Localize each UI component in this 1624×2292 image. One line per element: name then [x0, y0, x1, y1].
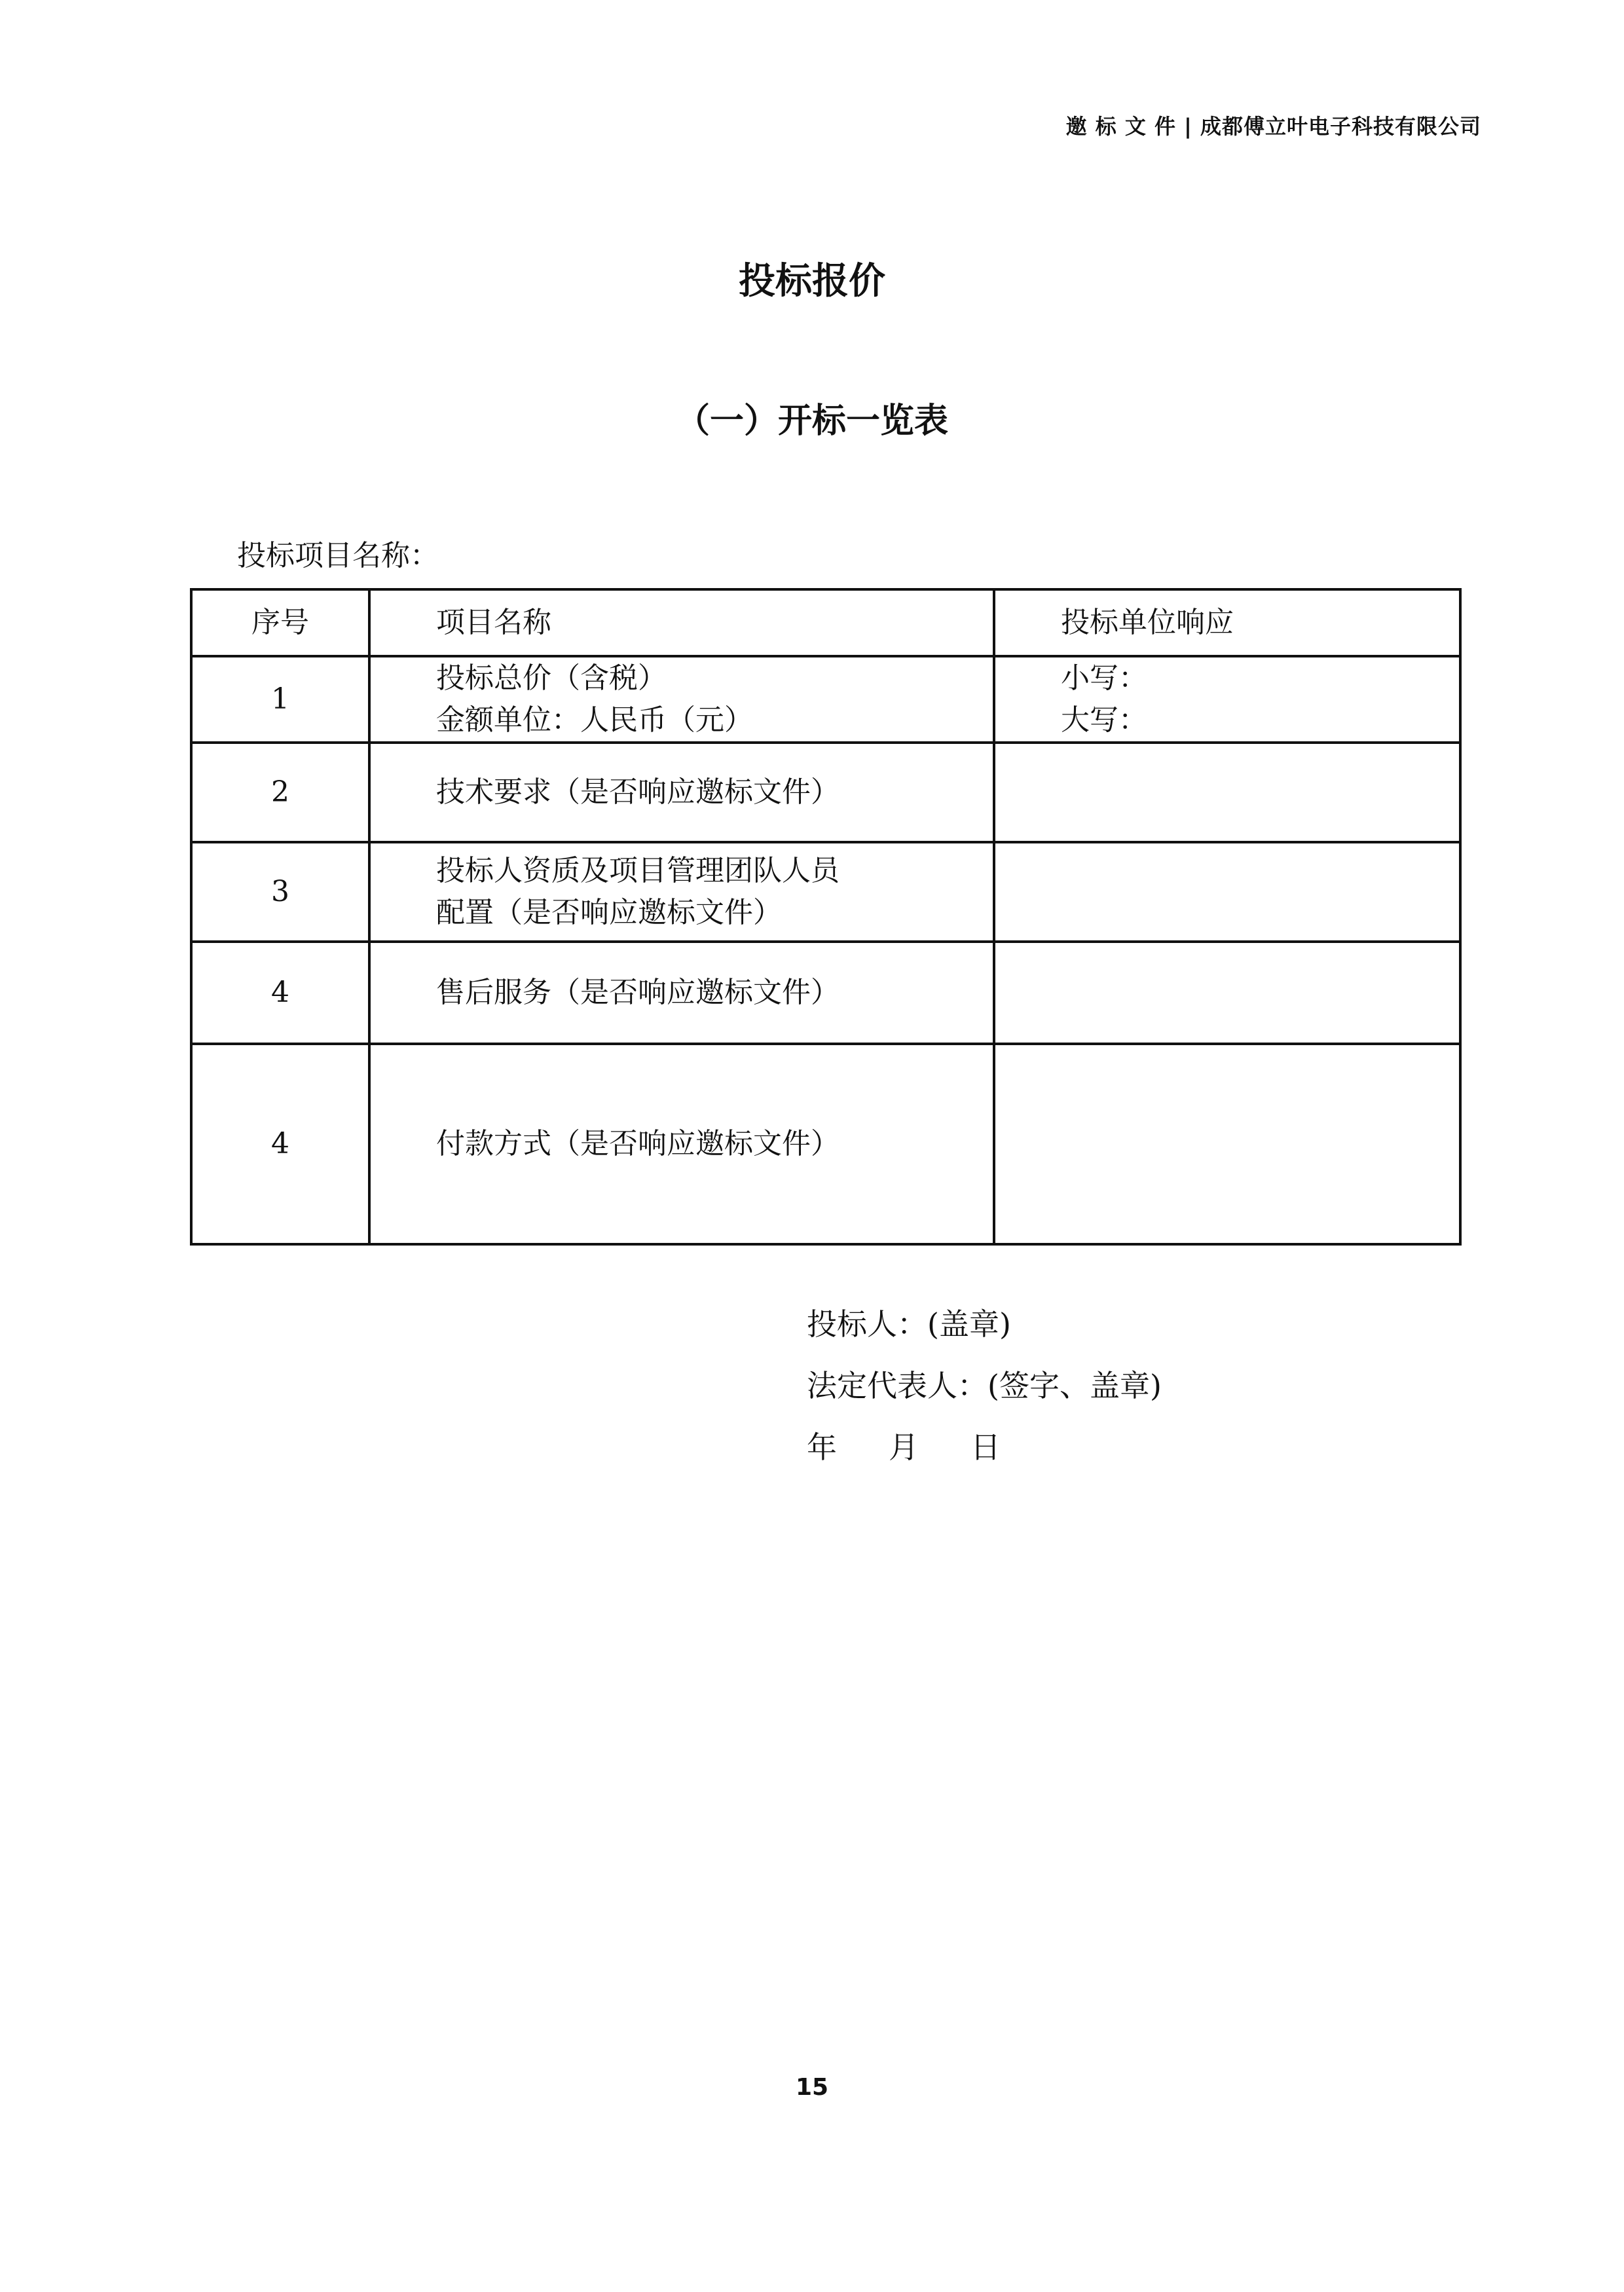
row-item-line: 售后服务（是否响应邀标文件）: [436, 975, 840, 1009]
row-item: [369, 842, 994, 942]
row-response[interactable]: [994, 942, 1460, 1044]
row-response[interactable]: [994, 656, 1460, 743]
legal-rep-line: 法定代表人：(签字、盖章): [807, 1368, 1162, 1403]
row-response[interactable]: [994, 1044, 1460, 1244]
day-label: 日: [970, 1430, 1001, 1465]
row-item: [369, 656, 994, 743]
table-header-row: [191, 589, 1460, 656]
row-item-line: 配置（是否响应邀标文件）: [436, 895, 782, 929]
page-number: 15: [795, 2074, 829, 2101]
project-name-label: 投标项目名称：: [237, 539, 439, 572]
table-row: [191, 1044, 1460, 1244]
row-number: 4: [191, 1044, 369, 1244]
row-item-line: 投标人资质及项目管理团队人员: [436, 853, 840, 887]
year-label: 年: [807, 1430, 837, 1465]
table-row: [191, 942, 1460, 1044]
row-item-line: 投标总价（含税）: [436, 661, 667, 695]
row-item-line: 付款方式（是否响应邀标文件）: [436, 1126, 840, 1160]
row-number: 3: [191, 842, 369, 942]
amount-uppercase-label: 大写：: [1061, 703, 1147, 737]
row-response[interactable]: [994, 842, 1460, 942]
row-item: [369, 942, 994, 1044]
bid-opening-table: [190, 588, 1462, 1246]
header-cell-response: 投标单位响应: [994, 589, 1460, 656]
row-item: [369, 1044, 994, 1244]
table-row: [191, 743, 1460, 842]
row-item-line: 金额单位：人民币（元）: [436, 703, 753, 737]
header-cell-item: 项目名称: [369, 589, 994, 656]
row-number: 1: [191, 656, 369, 743]
amount-lowercase-label: 小写：: [1061, 661, 1147, 695]
section-title: （一）开标一览表: [675, 401, 948, 441]
row-number: 4: [191, 942, 369, 1044]
table-row: [191, 842, 1460, 942]
signature-block: [807, 1293, 1162, 1478]
date-line: [807, 1416, 1162, 1478]
document-header: 邀 标 文 件 | 成都傅立叶电子科技有限公司: [1065, 114, 1481, 139]
row-number: 2: [191, 743, 369, 842]
table-row: [191, 656, 1460, 743]
page-title: 投标报价: [739, 260, 885, 303]
header-cell-no: 序号: [191, 589, 369, 656]
bidder-seal-line: 投标人：(盖章): [807, 1306, 1011, 1342]
row-item: [369, 743, 994, 842]
row-response[interactable]: [994, 743, 1460, 842]
row-item-line: 技术要求（是否响应邀标文件）: [436, 775, 840, 809]
month-label: 月: [889, 1430, 919, 1465]
